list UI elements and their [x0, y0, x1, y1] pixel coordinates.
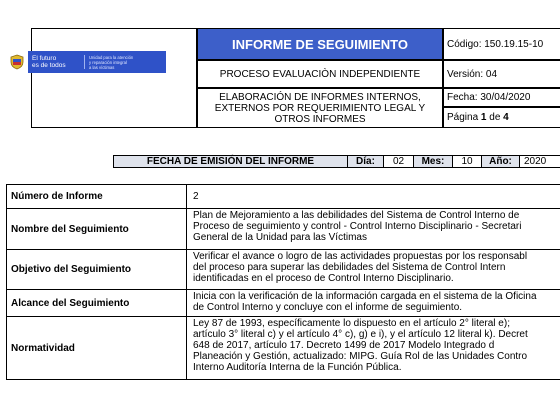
normatividad-line-4: Planeación y Gestión, actualizado: MIPG. Guía Rol de las Unidades Contro: [193, 351, 528, 362]
nombre-value: [187, 209, 560, 249]
year-label: Año:: [482, 156, 520, 167]
nombre-line-2: Proceso de seguimiento y control - Control Interno Disciplinario - Secretari: [193, 221, 522, 232]
page-mid: de: [486, 112, 504, 123]
alcance-line-2: de Control Interno y concluye con el informe de seguimiento.: [193, 302, 463, 313]
numero-label: Número de Informe: [7, 185, 187, 208]
emission-date-bar: [113, 155, 560, 168]
numero-value: 2: [193, 191, 199, 202]
process-name: PROCESO EVALUACIÒN INDEPENDIENTE: [197, 60, 443, 88]
header-logo-cell: [31, 28, 197, 128]
logo-tagline-1: El futuro: [32, 55, 57, 62]
document-version: Versión: 04: [443, 60, 560, 88]
page-indicator: [443, 107, 560, 128]
document-date: Fecha: 30/04/2020: [443, 88, 560, 107]
logo-divider: [84, 55, 85, 69]
table-row-objetivo: [6, 250, 560, 290]
alcance-label: Alcance del Seguimiento: [7, 290, 187, 316]
objetivo-label: Objetivo del Seguimiento: [7, 250, 187, 289]
nombre-line-1: Plan de Mejoramiento a las debilidades del Sistema de Control Interno de: [193, 210, 520, 221]
page-total: 4: [503, 112, 509, 123]
logo-entity-3: a las víctimas: [89, 64, 115, 70]
month-label: Mes:: [414, 156, 453, 167]
document-subtitle: [197, 88, 443, 128]
table-row-normatividad: [6, 317, 560, 380]
normatividad-label: Normatividad: [7, 317, 187, 379]
subtitle-line-2: EXTERNOS POR REQUERIMIENTO LEGAL Y: [214, 102, 426, 114]
year-value: 2020: [520, 156, 560, 167]
table-row-numero: [6, 184, 560, 209]
normatividad-line-5: Interno Auditoría Interna de la Función Pública.: [193, 362, 402, 373]
alcance-value: [187, 290, 560, 316]
subtitle-line-3: OTROS INFORMES: [274, 113, 366, 125]
nombre-label: Nombre del Seguimiento: [7, 209, 187, 249]
logo-entity-1: Unidad para la atención: [89, 54, 134, 60]
page-prefix: Página: [447, 112, 481, 123]
page-number: 1: [480, 112, 487, 123]
normatividad-line-2: artículo 3° literal c) y el artículo 4° c), g) e i), y el artículo 12 literal k). Decret: [193, 329, 528, 340]
emission-label: FECHA DE EMISIÓN DEL INFORME: [114, 156, 348, 167]
objetivo-line-2: del proceso para superar las debilidades del Sistema de Control Intern: [193, 262, 506, 273]
logo-entity-2: y reparación integral: [89, 59, 127, 65]
day-value: 02: [384, 156, 414, 167]
objetivo-line-3: identificadas en el proceso de Control Interno Disciplinario.: [193, 273, 454, 284]
normatividad-line-3: 648 de 2017, artículo 17. Decreto 1499 de 2017 Modelo Integrado d: [193, 340, 495, 351]
month-value: 10: [453, 156, 482, 167]
document-title: INFORME DE SEGUIMIENTO: [197, 28, 443, 60]
normatividad-line-1: Ley 87 de 1993, específicamente lo dispuesto en el artículo 2° literal e);: [193, 318, 510, 329]
coat-of-arms-icon: [6, 51, 28, 73]
normatividad-value: [187, 317, 560, 379]
objetivo-line-1: Verificar el avance o logro de las actividades propuestas por los responsabl: [193, 251, 528, 262]
nombre-line-3: General de la Unidad para las Víctimas: [193, 232, 367, 243]
logo-tagline-2: es de todos: [32, 62, 66, 69]
table-row-alcance: [6, 290, 560, 317]
alcance-line-1: Inicia con la verificación de la información cargada en el sistema de la Oficina: [193, 291, 537, 302]
objetivo-value: [187, 250, 560, 289]
entity-logo: [6, 51, 166, 73]
subtitle-line-1: ELABORACIÓN DE INFORMES INTERNOS,: [219, 91, 421, 103]
table-row-nombre: [6, 209, 560, 250]
report-details-table: [6, 184, 560, 380]
day-label: Día:: [348, 156, 384, 167]
document-code: Código: 150.19.15-10: [443, 28, 560, 60]
